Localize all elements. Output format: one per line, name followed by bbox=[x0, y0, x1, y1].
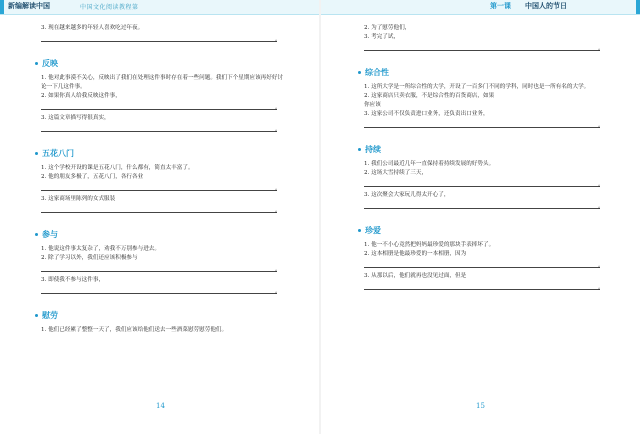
exercise-item: 3. 即使我不参与这件事， bbox=[41, 277, 105, 283]
section-title: 慰劳 bbox=[35, 310, 285, 321]
page-number: 14 bbox=[156, 402, 165, 410]
answer-line[interactable]: 。 bbox=[41, 204, 277, 213]
exercise-item: 2. 这场大雪持续了三天， bbox=[364, 170, 428, 176]
section-title: 持续 bbox=[358, 144, 608, 155]
bullet-icon bbox=[35, 314, 38, 317]
section-zonghexing bbox=[358, 67, 608, 128]
exercise-item: 1. 这所大学是一所综合性的大学，开设了一百多门不同的学科，同时也是一所有名的大学。 bbox=[364, 84, 590, 90]
section-title: 综合性 bbox=[358, 67, 608, 78]
exercise-item: 2. 除了学习以外，我们还应该积极参与 bbox=[41, 255, 138, 261]
exercise-item: 2. 为了慰劳他们， bbox=[364, 25, 411, 31]
exercise-item: 你应该 bbox=[364, 102, 381, 108]
answer-line[interactable]: 。 bbox=[41, 33, 277, 42]
right-page bbox=[358, 20, 608, 294]
lesson-title: 中国人的节日 bbox=[525, 2, 567, 10]
exercise-item: 1. 这个学校开设的课是五花八门，什么都有，简直太丰富了。 bbox=[41, 165, 194, 171]
section-zhenai bbox=[358, 225, 608, 290]
page-number: 15 bbox=[476, 402, 485, 410]
section-title: 参与 bbox=[35, 229, 285, 240]
section-title: 反映 bbox=[35, 58, 285, 69]
answer-line[interactable]: 。 bbox=[364, 178, 600, 187]
book-subtitle: 中国文化阅读教程第 bbox=[80, 4, 139, 11]
answer-line[interactable]: 。 bbox=[364, 42, 600, 51]
header-accent-bar bbox=[0, 0, 4, 14]
exercise-item: 3. 现在越来越多的年轻人喜欢吃过年夜。 bbox=[41, 25, 144, 31]
section-title: 五花八门 bbox=[35, 148, 285, 159]
exercise-item: 2. 这家商店只卖衣服，不是综合性的百货商店，如果 bbox=[364, 93, 495, 99]
book-title: 新编解读中国 bbox=[8, 2, 50, 10]
page-gutter bbox=[319, 0, 321, 434]
answer-line[interactable]: 。 bbox=[364, 281, 600, 290]
header-accent-bar bbox=[636, 0, 640, 14]
exercise-item: 1. 他对此事漠不关心，反映出了我们在处理这件事时存在着一些问题。我们下个星期应该再好好讨论一下几这件事。 bbox=[41, 75, 284, 90]
exercise-item: 1. 他一不小心竟然把妈妈最珍爱的那块手表摔坏了。 bbox=[364, 242, 495, 248]
exercise-item: 1. 我们公司最近几年一直保持着持续发展的好势头。 bbox=[364, 161, 495, 167]
answer-line[interactable]: 。 bbox=[41, 123, 277, 132]
bullet-icon bbox=[358, 71, 361, 74]
exercise-item: 3. 这家商场里陈列的女式服装 bbox=[41, 196, 116, 202]
exercise-item: 3. 从那以后，他们就再也没见过面，但是 bbox=[364, 273, 467, 279]
answer-line[interactable]: 。 bbox=[364, 200, 600, 209]
exercise-item: 2. 如果你真人给我反映这件事， bbox=[41, 93, 121, 99]
exercise-item: 1. 他们已经累了整整一天了，我们应该给他们送去一些酒菜慰劳慰劳他们。 bbox=[41, 327, 228, 333]
exercise-item: 1. 他说这件事太复杂了，劝我不万别参与进去。 bbox=[41, 246, 160, 252]
lesson-number: 第一课 bbox=[490, 2, 511, 10]
header-right bbox=[320, 0, 640, 15]
section-canyu bbox=[35, 229, 285, 294]
section-weilao bbox=[35, 310, 285, 335]
exercise-item: 2. 他的朋友多极了，五花八门，各行各业 bbox=[41, 174, 144, 180]
section-fanying bbox=[35, 58, 285, 132]
exercise-item: 3. 这次聚会大家玩儿得太开心了， bbox=[364, 192, 450, 198]
section-chixu bbox=[358, 144, 608, 209]
exercise-item: 2. 这本相册是他最珍爱的一本相册，因为 bbox=[364, 251, 467, 257]
answer-line[interactable]: 。 bbox=[41, 101, 277, 110]
bullet-icon bbox=[35, 233, 38, 236]
bullet-icon bbox=[35, 62, 38, 65]
header-left bbox=[0, 0, 320, 15]
exercise-item: 3. 这家公司不仅负责进口业务，还负责出口业务， bbox=[364, 111, 489, 117]
left-page bbox=[35, 20, 285, 335]
answer-line[interactable]: 。 bbox=[41, 285, 277, 294]
bullet-icon bbox=[358, 148, 361, 151]
exercise-item: 3. 这篇文章描写得很真实， bbox=[41, 115, 110, 121]
exercise-item: 3. 考完了试， bbox=[364, 34, 400, 40]
section-title: 珍爱 bbox=[358, 225, 608, 236]
answer-line[interactable]: 。 bbox=[41, 182, 277, 191]
bullet-icon bbox=[35, 152, 38, 155]
answer-line[interactable]: 。 bbox=[364, 259, 600, 268]
answer-line[interactable]: 。 bbox=[364, 119, 600, 128]
answer-line[interactable]: 。 bbox=[41, 263, 277, 272]
section-wuhuabamen bbox=[35, 148, 285, 213]
bullet-icon bbox=[358, 229, 361, 232]
